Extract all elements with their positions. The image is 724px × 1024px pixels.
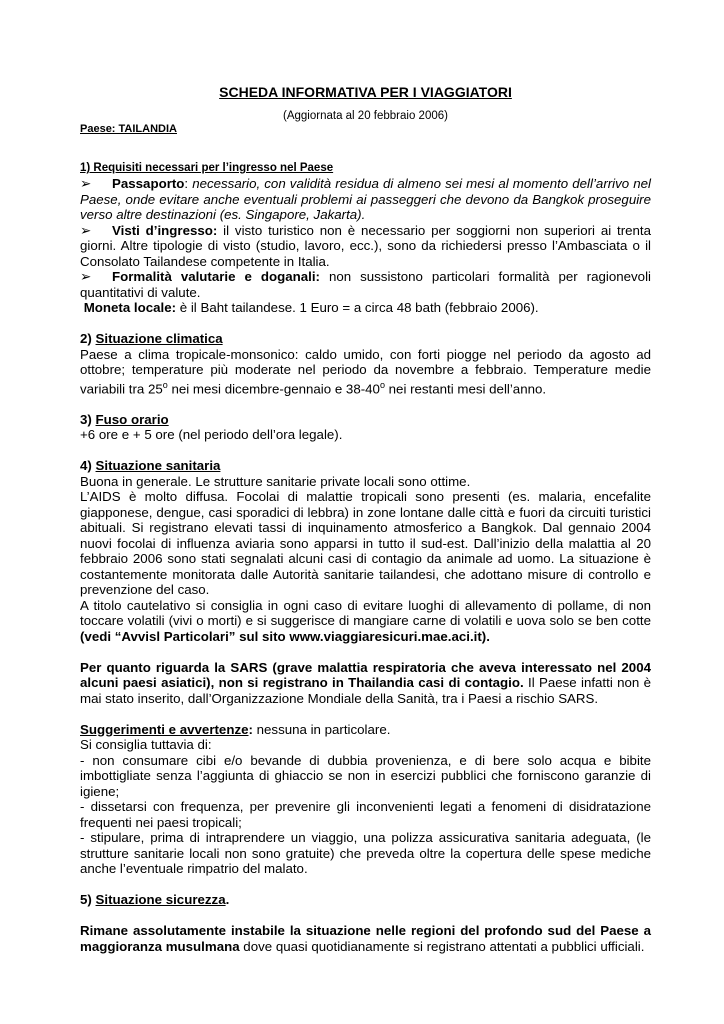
- money-text: è il Baht tailandese. 1 Euro = a circa 48 bath (febbraio 2006).: [176, 300, 539, 315]
- timezone-paragraph: +6 ore e + 5 ore (nel periodo dell’ora legale).: [80, 427, 343, 443]
- website-reference: (vedi “Avvisl Particolari” sul sito www.viaggiaresicuri.mae.aci.it).: [80, 628, 490, 644]
- section-3-heading: 3) Fuso orario: [80, 411, 169, 427]
- health-heading: Situazione sanitaria: [95, 458, 221, 474]
- advice-item-2: - dissetarsi con frequenza, per prevenire gli inconvenienti legati a fenomeni di disidratazione frequenti nei paesi tropicali;: [80, 799, 651, 830]
- advice-item-3: - stipulare, prima di intraprendere un viaggio, una polizza assicurativa sanitaria adeguata, (le strutture sanitarie locali non sono gratuite) che preveda oltre la copertura delle spese mediche anche l’eventuale rimpatrio del malato.: [80, 830, 651, 877]
- currency-paragraph: [80, 269, 651, 300]
- section-4-heading: 4) Situazione sanitaria: [80, 458, 221, 474]
- advice-intro: Si consiglia tuttavia di:: [80, 737, 212, 753]
- money-paragraph: [80, 300, 651, 316]
- money-label: Moneta locale:: [83, 300, 177, 315]
- document-body: [80, 161, 651, 954]
- document-title: SCHEDA INFORMATIVA PER I VIAGGIATORI: [219, 84, 512, 100]
- currency-label: Formalità valutarie e doganali:: [112, 269, 320, 284]
- currency-text: non sussistono particolari formalità per ragionevoli quantitativi di valute.: [80, 269, 651, 300]
- visa-label: Visti d’ingresso:: [112, 222, 218, 238]
- climate-paragraph: Paese a clima tropicale-monsonico: caldo umido, con forti piogge nel periodo da agosto ad ottobre; temperature più moderate nel periodo da novembre a febbraio. Temperature medie variabili tra 25$^o$ nei mesi dicembre-gennaio e 38-40$^o$ nei restanti mesi dell’anno.: [80, 346, 651, 396]
- arrow-bullet-icon: ➢: [80, 222, 92, 238]
- visa-paragraph: [80, 223, 651, 270]
- timezone-heading: Fuso orario: [95, 411, 169, 427]
- country-label: Paese: TAILANDIA: [80, 123, 177, 135]
- passport-paragraph: ➢ Passaporto: necessario, con validità residua di almeno sei mesi al momento dell’arrivo nel Paese, onde evitare anche eventuali problemi ai passeggeri che devono da Bangkok proseguire verso altre destinazioni (es. Singapore, Jakarta).: [80, 176, 652, 222]
- advice-item-1: - non consumare cibi e/o bevande di dubbia provenienza, e di bere solo acqua e bibite imbottigliate senza l’aggiunta di ghiaccio se non in esercizi pubblici che forniscono garanzie di igiene;: [80, 752, 651, 799]
- passport-text: necessario, con validità residua di almeno sei mesi al momento dell’arrivo nel Paese, onde evitare anche eventuali problemi ai passeggeri che devono da Bangkok proseguire verso altre destinazioni (es. Singapore, Jakarta).: [80, 176, 652, 222]
- health-paragraph-1: Buona in generale. Le strutture sanitarie private locali sono ottime.: [80, 473, 471, 489]
- arrow-bullet-icon: ➢: [80, 176, 92, 191]
- security-heading: Situazione sicurezza: [95, 892, 226, 908]
- section-5-heading: 5) Situazione sicurezza.: [80, 892, 230, 908]
- sars-paragraph: Per quanto riguarda la SARS (grave malattia respiratoria che aveva interessato nel 2004 alcuni paesi asiatici), non si registrano in Thailandia casi di contagio. Il Paese infatti non è mai stato inserito, dall’Organizzazione Mondiale della Sanità, tra i Paesi a rischio SARS.: [80, 659, 651, 706]
- section-2-heading: 2) Situazione climatica: [80, 331, 223, 346]
- advice-heading: Suggerimenti e avvertenze: nessuna in particolare.: [80, 721, 391, 737]
- security-paragraph: Rimane assolutamente instabile la situazione nelle regioni del profondo sud del Paese a maggioranza musulmana dove quasi quotidianamente si registrano attentati a pubblici ufficiali.: [80, 923, 651, 954]
- climate-heading: Situazione climatica: [95, 331, 223, 346]
- arrow-bullet-icon: ➢: [80, 269, 92, 284]
- visa-text: il visto turistico non è necessario per soggiorni non superiori ai trenta giorni. Altre tipologie di visto (studio, lavoro, ecc.), sono da richiedersi presso l’Ambasciata o il Consolato Tailandese competente in Italia.: [80, 222, 652, 269]
- update-date: (Aggiornata al 20 febbraio 2006): [283, 110, 448, 122]
- health-paragraph-2: L’AIDS è molto diffusa. Focolai di malattie tropicali sono presenti (es. malaria, encefalite giapponese, dengue, casi sporadici di lebbra) in zone lontane dalle città e fuori da circuiti turistici abituali. Si registrano elevati tassi di inquinamento atmosferico a Bangkok. Dal gennaio 2004 nuovi focolai di influenza aviaria sono apparsi in tutto il sud-est. Dall’inizio della malattia al 20 febbraio 2006 sono stati segnalati alcuni casi di contagio da animale ad uomo. La situazione è costantemente monitorata dalle Autorità sanitarie tailandesi, che adottano misure di controllo e prevenzione del caso.: [80, 489, 651, 598]
- section-1-heading: 1) Requisiti necessari per l’ingresso nel Paese: [80, 162, 334, 174]
- passport-label: Passaporto: [112, 176, 185, 191]
- health-paragraph-3: A titolo cautelativo si consiglia in ogni caso di evitare luoghi di allevamento di pollame, di non toccare volatili (vivi o morti) e si suggerisce di mangiare carne di volatili e uova solo se ben cotte (vedi “Avvisl Particolari” sul sito www.viaggiaresicuri.mae.aci.it).: [80, 597, 651, 644]
